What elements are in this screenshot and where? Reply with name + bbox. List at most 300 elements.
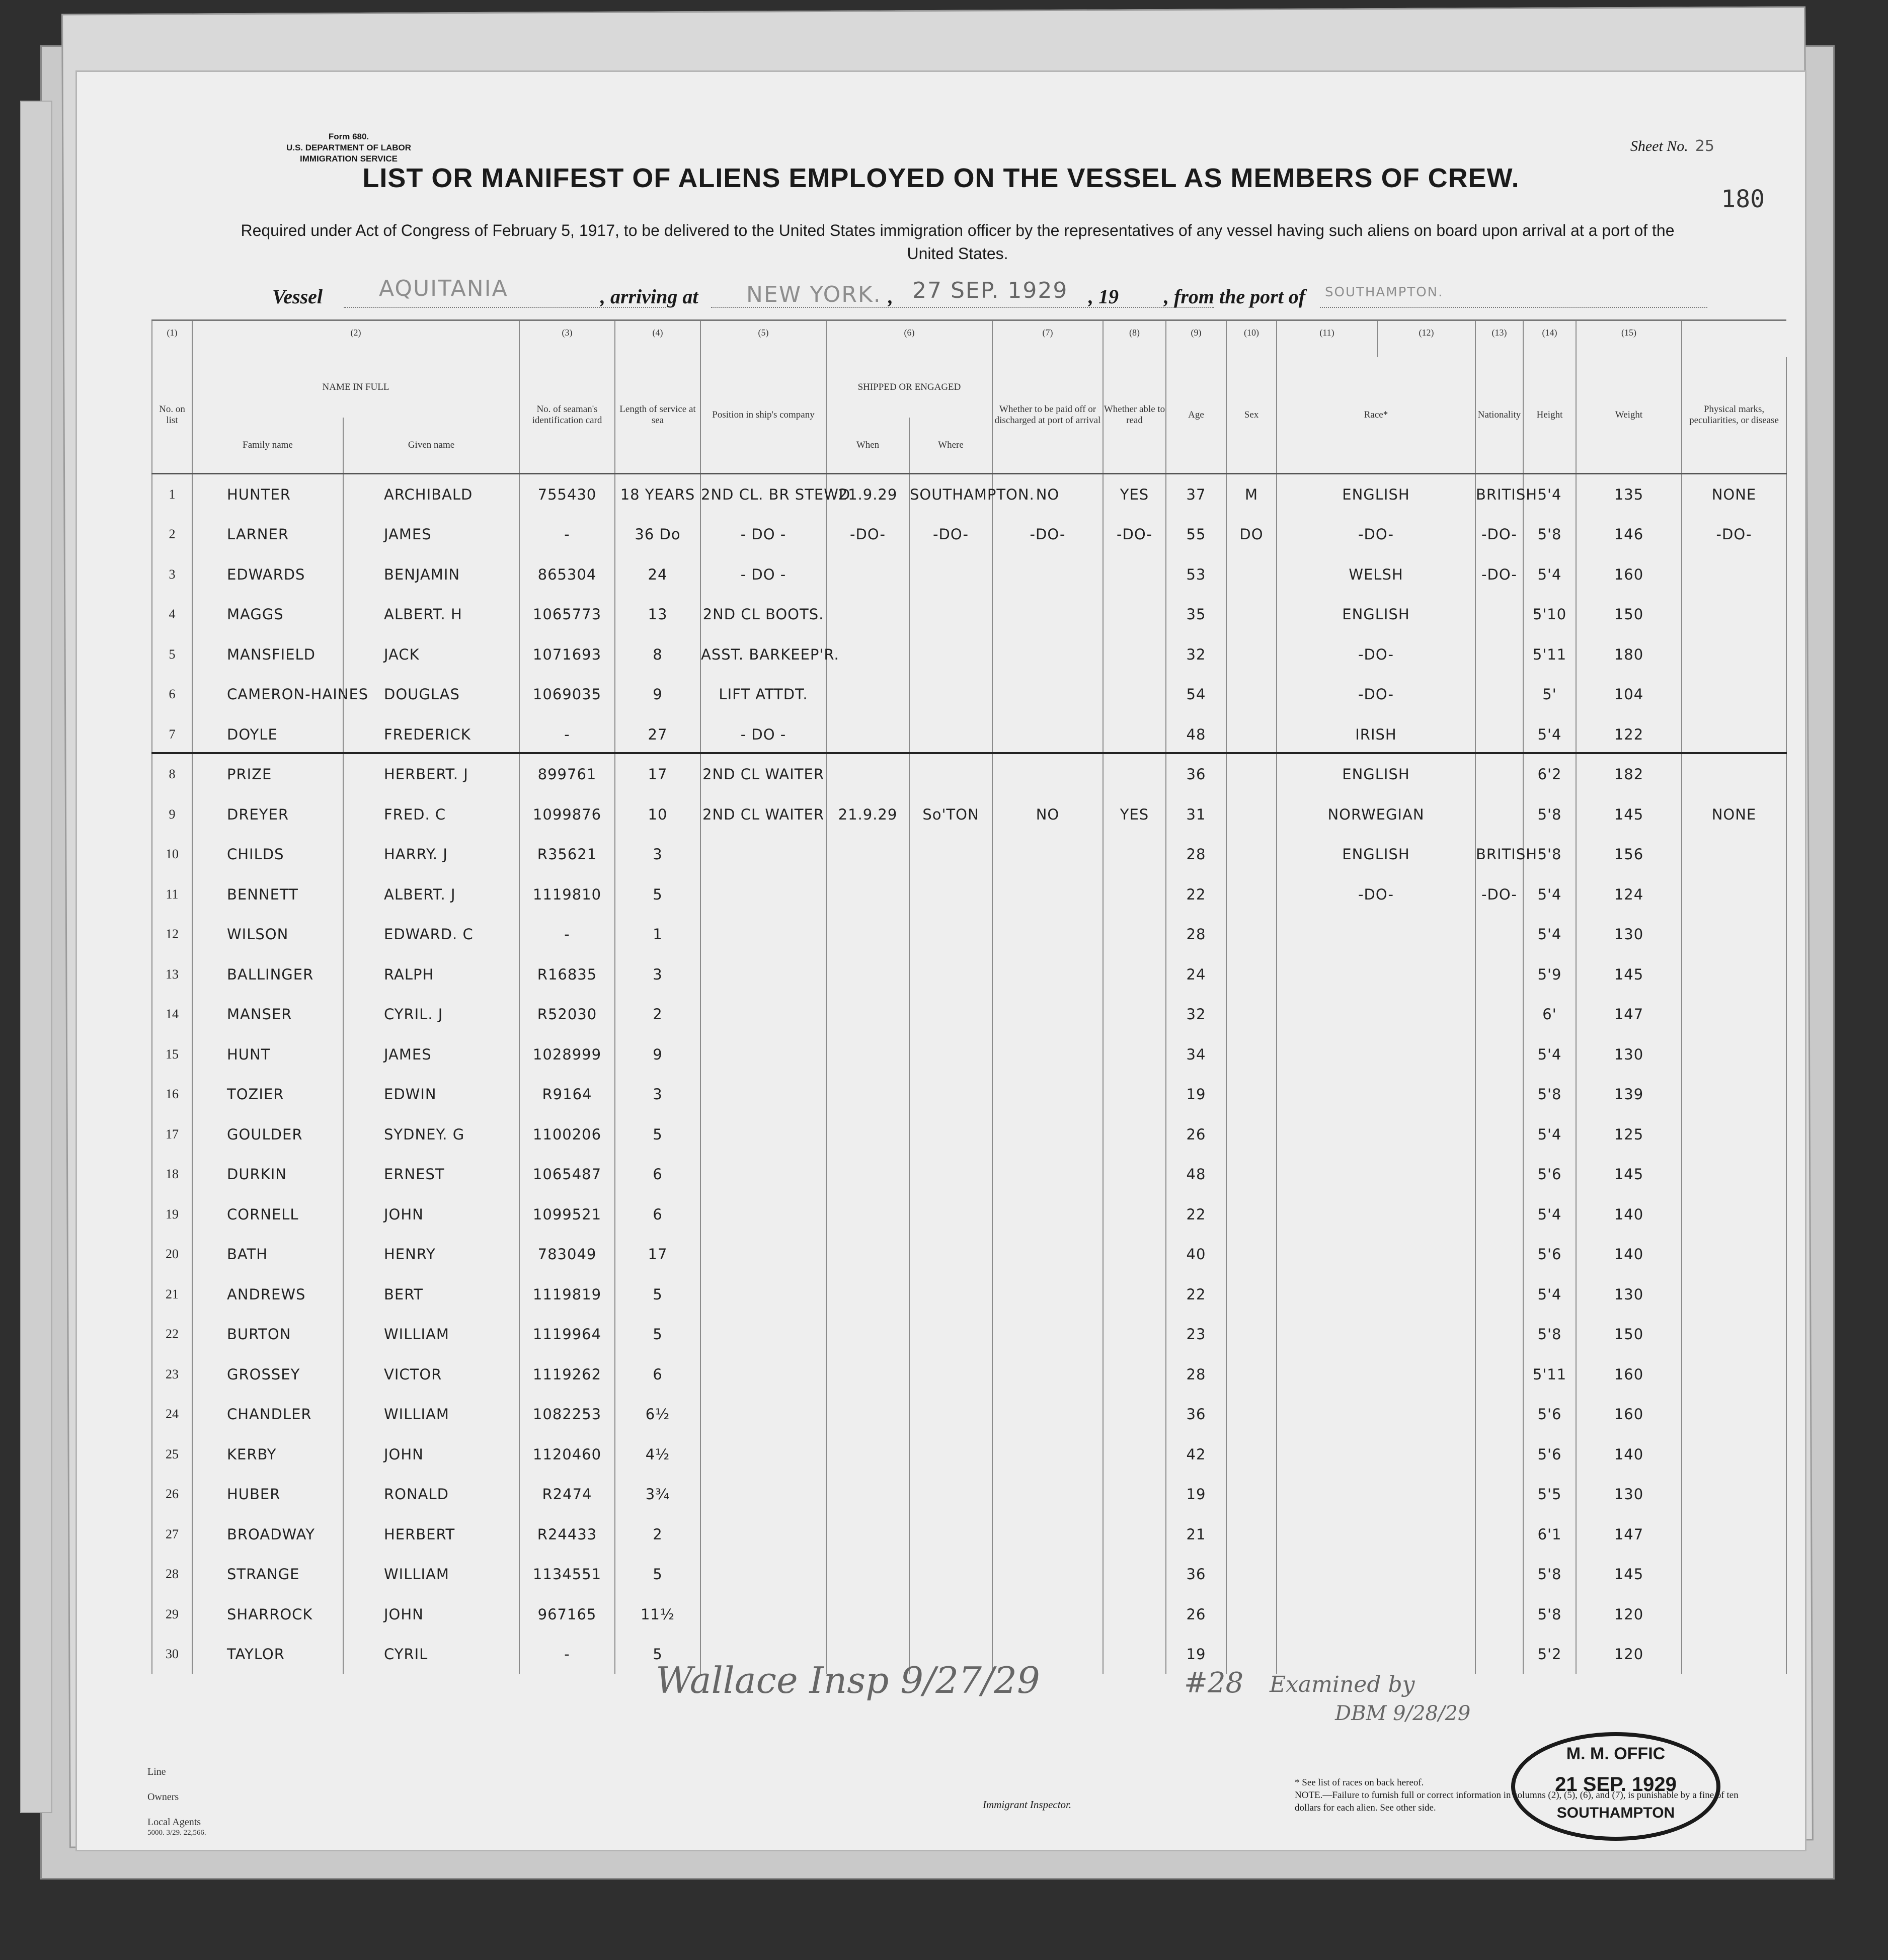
cell-height: 5'8 xyxy=(1523,794,1576,835)
cell-service-length: 10 xyxy=(615,794,700,835)
cell-paid-off xyxy=(992,1075,1103,1115)
cell-seaman-card-number: 1065773 xyxy=(519,595,615,635)
cell-position xyxy=(700,1434,826,1475)
cell-race: IRISH xyxy=(1277,714,1475,755)
cell-height: 5'4 xyxy=(1523,874,1576,915)
cell-sex xyxy=(1226,1555,1277,1595)
cell-service-length: 3 xyxy=(615,954,700,995)
cell-physical-marks xyxy=(1682,1594,1786,1635)
cell-height: 5'11 xyxy=(1523,634,1576,675)
cell-family-name: GOULDER xyxy=(192,1114,343,1155)
cell-height: 5'8 xyxy=(1523,1555,1576,1595)
cell-able-to-read xyxy=(1103,1434,1166,1475)
cell-weight: 147 xyxy=(1576,995,1682,1035)
agents-label: Local Agents xyxy=(147,1817,201,1828)
cell-paid-off: -DO- xyxy=(992,515,1103,555)
cell-paid-off xyxy=(992,755,1103,795)
race-note: * See list of races on back hereof. xyxy=(1295,1777,1424,1788)
cell-paid-off xyxy=(992,1395,1103,1435)
examined-note: Examined by xyxy=(1270,1672,1415,1697)
cell-nationality xyxy=(1475,1315,1523,1355)
cell-able-to-read xyxy=(1103,755,1166,795)
cell-position: 2ND CL WAITER xyxy=(700,755,826,795)
cell-family-name: CHANDLER xyxy=(192,1395,343,1435)
cell-able-to-read xyxy=(1103,1315,1166,1355)
vessel-line xyxy=(77,276,1808,316)
cell-nationality xyxy=(1475,1194,1523,1235)
table-row xyxy=(152,1594,1786,1635)
cell-race: -DO- xyxy=(1277,515,1475,555)
cell-paid-off xyxy=(992,634,1103,675)
cell-weight: 150 xyxy=(1576,1315,1682,1355)
cell-able-to-read xyxy=(1103,1274,1166,1315)
cell-age: 36 xyxy=(1166,1395,1226,1435)
cell-shipped-where xyxy=(909,954,992,995)
cell-age: 54 xyxy=(1166,675,1226,715)
cell-row-number: 5 xyxy=(152,634,192,675)
cell-race xyxy=(1277,1315,1475,1355)
cell-height: 5'6 xyxy=(1523,1155,1576,1195)
cell-row-number: 9 xyxy=(152,794,192,835)
col-num: (8) xyxy=(1103,320,1166,358)
cell-physical-marks xyxy=(1682,874,1786,915)
cell-row-number: 8 xyxy=(152,755,192,795)
table-row xyxy=(152,755,1786,795)
cell-sex xyxy=(1226,1514,1277,1555)
cell-age: 26 xyxy=(1166,1594,1226,1635)
cell-nationality xyxy=(1475,755,1523,795)
cell-seaman-card-number: - xyxy=(519,1635,615,1675)
cell-able-to-read xyxy=(1103,1034,1166,1075)
print-code: 5000. 3/29. 22,566. xyxy=(147,1829,206,1837)
cell-age: 40 xyxy=(1166,1235,1226,1275)
cell-age: 48 xyxy=(1166,1155,1226,1195)
cell-sex xyxy=(1226,1235,1277,1275)
cell-height: 5'6 xyxy=(1523,1395,1576,1435)
cell-race: WELSH xyxy=(1277,554,1475,595)
cell-service-length: 5 xyxy=(615,874,700,915)
binder-edge xyxy=(20,101,52,1813)
cell-shipped-when: 21.9.29 xyxy=(826,474,909,515)
cell-shipped-where xyxy=(909,1354,992,1395)
col-shipped-engaged: SHIPPED OR ENGAGED xyxy=(826,357,992,418)
cell-given-name: JAMES xyxy=(343,1034,519,1075)
cell-family-name: CHILDS xyxy=(192,835,343,875)
cell-position xyxy=(700,1354,826,1395)
cell-age: 24 xyxy=(1166,954,1226,995)
cell-seaman-card-number: 1119262 xyxy=(519,1354,615,1395)
cell-family-name: STRANGE xyxy=(192,1555,343,1595)
cell-weight: 130 xyxy=(1576,1034,1682,1075)
cell-shipped-when: -DO- xyxy=(826,515,909,555)
cell-sex xyxy=(1226,995,1277,1035)
cell-able-to-read xyxy=(1103,1235,1166,1275)
cell-position xyxy=(700,1235,826,1275)
cell-family-name: DREYER xyxy=(192,794,343,835)
cell-height: 5'4 xyxy=(1523,714,1576,755)
table-row xyxy=(152,1155,1786,1195)
cell-shipped-when xyxy=(826,915,909,955)
cell-family-name: HUNTER xyxy=(192,474,343,515)
cell-row-number: 2 xyxy=(152,515,192,555)
cell-physical-marks xyxy=(1682,1354,1786,1395)
cell-paid-off xyxy=(992,1194,1103,1235)
cell-position xyxy=(700,1075,826,1115)
cell-given-name: FREDERICK xyxy=(343,714,519,755)
cell-given-name: JOHN xyxy=(343,1194,519,1235)
cell-weight: 139 xyxy=(1576,1075,1682,1115)
cell-weight: 130 xyxy=(1576,1475,1682,1515)
cell-row-number: 1 xyxy=(152,474,192,515)
cell-height: 5'4 xyxy=(1523,915,1576,955)
cell-shipped-where xyxy=(909,1475,992,1515)
cell-service-length: 9 xyxy=(615,675,700,715)
comma: , xyxy=(888,285,893,308)
cell-seaman-card-number: 1069035 xyxy=(519,675,615,715)
cell-shipped-when xyxy=(826,1475,909,1515)
cell-height: 5'11 xyxy=(1523,1354,1576,1395)
cell-shipped-where xyxy=(909,1315,992,1355)
cell-nationality xyxy=(1475,995,1523,1035)
cell-able-to-read xyxy=(1103,714,1166,755)
year-label: , 19 xyxy=(1088,285,1119,308)
cell-service-length: 3 xyxy=(615,1075,700,1115)
col-given-name: Given name xyxy=(343,418,519,474)
cell-nationality xyxy=(1475,1434,1523,1475)
cell-age: 55 xyxy=(1166,515,1226,555)
cell-family-name: DOYLE xyxy=(192,714,343,755)
owners-label: Owners xyxy=(147,1791,179,1803)
cell-row-number: 25 xyxy=(152,1434,192,1475)
cell-nationality xyxy=(1475,675,1523,715)
cell-age: 28 xyxy=(1166,835,1226,875)
cell-physical-marks xyxy=(1682,835,1786,875)
cell-nationality xyxy=(1475,954,1523,995)
table-row xyxy=(152,874,1786,915)
page-title: LIST OR MANIFEST OF ALIENS EMPLOYED ON THE VESSEL AS MEMBERS OF CREW. xyxy=(362,163,1520,193)
cell-age: 42 xyxy=(1166,1434,1226,1475)
vessel-name: AQUITANIA xyxy=(379,276,508,301)
cell-given-name: SYDNEY. G xyxy=(343,1114,519,1155)
cell-service-length: 4½ xyxy=(615,1434,700,1475)
cell-row-number: 29 xyxy=(152,1594,192,1635)
cell-age: 22 xyxy=(1166,1194,1226,1235)
col-num: (11) xyxy=(1277,320,1377,358)
cell-height: 5'4 xyxy=(1523,554,1576,595)
cell-given-name: RONALD xyxy=(343,1475,519,1515)
cell-physical-marks xyxy=(1682,554,1786,595)
cell-shipped-where xyxy=(909,1194,992,1235)
cell-sex xyxy=(1226,595,1277,635)
cell-shipped-when xyxy=(826,1594,909,1635)
cell-sex xyxy=(1226,1075,1277,1115)
cell-age: 36 xyxy=(1166,1555,1226,1595)
cell-height: 6'1 xyxy=(1523,1514,1576,1555)
cell-family-name: BATH xyxy=(192,1235,343,1275)
cell-service-length: 17 xyxy=(615,755,700,795)
cell-sex xyxy=(1226,835,1277,875)
cell-given-name: ALBERT. H xyxy=(343,595,519,635)
inspector-label: Immigrant Inspector. xyxy=(983,1799,1072,1811)
cell-position: 2ND CL BOOTS. xyxy=(700,595,826,635)
cell-service-length: 6 xyxy=(615,1155,700,1195)
cell-physical-marks xyxy=(1682,1315,1786,1355)
cell-family-name: BALLINGER xyxy=(192,954,343,995)
col-able-read: Whether able to read xyxy=(1103,357,1166,474)
col-seaman-card: No. of seaman's identification card xyxy=(519,357,615,474)
cell-height: 5'10 xyxy=(1523,595,1576,635)
cell-age: 32 xyxy=(1166,995,1226,1035)
cell-position xyxy=(700,1034,826,1075)
cell-service-length: 11½ xyxy=(615,1594,700,1635)
cell-height: 5'4 xyxy=(1523,1194,1576,1235)
cell-service-length: 5 xyxy=(615,1114,700,1155)
cell-age: 23 xyxy=(1166,1315,1226,1355)
cell-position xyxy=(700,1555,826,1595)
cell-paid-off xyxy=(992,1235,1103,1275)
cell-shipped-when xyxy=(826,1514,909,1555)
cell-physical-marks xyxy=(1682,915,1786,955)
cell-physical-marks xyxy=(1682,1075,1786,1115)
cell-seaman-card-number: R24433 xyxy=(519,1514,615,1555)
cell-seaman-card-number: 899761 xyxy=(519,755,615,795)
cell-given-name: EDWARD. C xyxy=(343,915,519,955)
cell-seaman-card-number: - xyxy=(519,714,615,755)
cell-given-name: CYRIL xyxy=(343,1635,519,1675)
cell-age: 34 xyxy=(1166,1034,1226,1075)
cell-row-number: 13 xyxy=(152,954,192,995)
cell-weight: 145 xyxy=(1576,954,1682,995)
cell-weight: 180 xyxy=(1576,634,1682,675)
cell-able-to-read xyxy=(1103,1514,1166,1555)
cell-age: 21 xyxy=(1166,1514,1226,1555)
cell-paid-off: NO xyxy=(992,474,1103,515)
cell-row-number: 24 xyxy=(152,1395,192,1435)
cell-height: 5'8 xyxy=(1523,835,1576,875)
cell-shipped-where xyxy=(909,675,992,715)
cell-race: NORWEGIAN xyxy=(1277,794,1475,835)
cell-physical-marks: NONE xyxy=(1682,794,1786,835)
cell-service-length: 2 xyxy=(615,1514,700,1555)
cell-age: 53 xyxy=(1166,554,1226,595)
cell-row-number: 10 xyxy=(152,835,192,875)
cell-seaman-card-number: 1120460 xyxy=(519,1434,615,1475)
cell-weight: 122 xyxy=(1576,714,1682,755)
cell-seaman-card-number: 1119810 xyxy=(519,874,615,915)
col-num: (3) xyxy=(519,320,615,358)
cell-weight: 156 xyxy=(1576,835,1682,875)
col-length-service: Length of service at sea xyxy=(615,357,700,474)
cell-able-to-read xyxy=(1103,595,1166,635)
cell-age: 19 xyxy=(1166,1475,1226,1515)
cell-row-number: 6 xyxy=(152,675,192,715)
cell-shipped-where xyxy=(909,634,992,675)
cell-seaman-card-number: 967165 xyxy=(519,1594,615,1635)
cell-weight: 120 xyxy=(1576,1594,1682,1635)
cell-weight: 160 xyxy=(1576,1395,1682,1435)
cell-weight: 146 xyxy=(1576,515,1682,555)
cell-age: 48 xyxy=(1166,714,1226,755)
cell-row-number: 27 xyxy=(152,1514,192,1555)
cell-paid-off xyxy=(992,714,1103,755)
cell-service-length: 6 xyxy=(615,1194,700,1235)
cell-row-number: 16 xyxy=(152,1075,192,1115)
cell-sex xyxy=(1226,714,1277,755)
cell-weight: 124 xyxy=(1576,874,1682,915)
cell-race xyxy=(1277,1155,1475,1195)
cell-family-name: CAMERON-HAINES xyxy=(192,675,343,715)
cell-shipped-where xyxy=(909,1594,992,1635)
cell-weight: 160 xyxy=(1576,1354,1682,1395)
cell-position xyxy=(700,1475,826,1515)
cell-physical-marks xyxy=(1682,675,1786,715)
cell-sex xyxy=(1226,915,1277,955)
cell-shipped-where xyxy=(909,595,992,635)
table-row xyxy=(152,1194,1786,1235)
cell-sex xyxy=(1226,634,1277,675)
from-port: SOUTHAMPTON. xyxy=(1325,285,1444,300)
col-num: (15) xyxy=(1576,320,1682,358)
cell-physical-marks xyxy=(1682,1434,1786,1475)
cell-race: -DO- xyxy=(1277,675,1475,715)
cell-race: -DO- xyxy=(1277,874,1475,915)
cell-seaman-card-number: 1099521 xyxy=(519,1194,615,1235)
cell-race: ENGLISH xyxy=(1277,474,1475,515)
stamp-top: M. M. OFFIC xyxy=(1566,1744,1666,1763)
col-where: Where xyxy=(909,418,992,474)
cell-paid-off xyxy=(992,1555,1103,1595)
cell-given-name: WILLIAM xyxy=(343,1395,519,1435)
cell-shipped-where: SOUTHAMPTON. xyxy=(909,474,992,515)
table-row xyxy=(152,714,1786,755)
cell-family-name: HUBER xyxy=(192,1475,343,1515)
cell-service-length: 6½ xyxy=(615,1395,700,1435)
cell-service-length: 3 xyxy=(615,835,700,875)
col-num: (13) xyxy=(1475,320,1523,358)
cell-nationality xyxy=(1475,915,1523,955)
cell-physical-marks xyxy=(1682,1155,1786,1195)
cell-family-name: MANSFIELD xyxy=(192,634,343,675)
cell-paid-off xyxy=(992,1594,1103,1635)
cell-weight: 120 xyxy=(1576,1635,1682,1675)
table-row xyxy=(152,1315,1786,1355)
col-num: (14) xyxy=(1523,320,1576,358)
cell-service-length: 24 xyxy=(615,554,700,595)
cell-paid-off xyxy=(992,954,1103,995)
cell-seaman-card-number: 1071693 xyxy=(519,634,615,675)
cell-row-number: 23 xyxy=(152,1354,192,1395)
cell-able-to-read xyxy=(1103,1354,1166,1395)
cell-sex xyxy=(1226,1034,1277,1075)
cell-given-name: JACK xyxy=(343,634,519,675)
cell-physical-marks xyxy=(1682,954,1786,995)
col-age: Age xyxy=(1166,357,1226,474)
col-num: (7) xyxy=(992,320,1103,358)
cell-able-to-read xyxy=(1103,1155,1166,1195)
cell-nationality xyxy=(1475,714,1523,755)
cell-shipped-where xyxy=(909,1514,992,1555)
cell-position xyxy=(700,1315,826,1355)
department: U.S. DEPARTMENT OF LABOR xyxy=(286,143,412,152)
stamp-date: 21 SEP. 1929 xyxy=(1555,1773,1677,1795)
cell-age: 36 xyxy=(1166,755,1226,795)
cell-given-name: HARRY. J xyxy=(343,835,519,875)
cell-physical-marks: -DO- xyxy=(1682,515,1786,555)
cell-paid-off xyxy=(992,675,1103,715)
cell-physical-marks xyxy=(1682,595,1786,635)
cell-able-to-read xyxy=(1103,1555,1166,1595)
manifest-sheet xyxy=(75,70,1806,1851)
table-row xyxy=(152,1475,1786,1515)
cell-age: 35 xyxy=(1166,595,1226,635)
table-row xyxy=(152,515,1786,555)
cell-service-length: 8 xyxy=(615,634,700,675)
col-no-on-list: No. on list xyxy=(152,357,192,474)
cell-family-name: BURTON xyxy=(192,1315,343,1355)
table-row xyxy=(152,1235,1786,1275)
cell-race xyxy=(1277,1594,1475,1635)
cell-race xyxy=(1277,915,1475,955)
strike-through-row-8 xyxy=(151,752,1787,754)
cell-paid-off xyxy=(992,554,1103,595)
cell-nationality xyxy=(1475,1075,1523,1115)
cell-physical-marks xyxy=(1682,634,1786,675)
cell-weight: 140 xyxy=(1576,1194,1682,1235)
col-sex: Sex xyxy=(1226,357,1277,474)
cell-service-length: 36 Do xyxy=(615,515,700,555)
cell-age: 28 xyxy=(1166,1354,1226,1395)
cell-position: - DO - xyxy=(700,554,826,595)
cell-service-length: 18 YEARS xyxy=(615,474,700,515)
cell-weight: 145 xyxy=(1576,1555,1682,1595)
cell-given-name: WILLIAM xyxy=(343,1555,519,1595)
vessel-label: Vessel xyxy=(272,285,323,308)
cell-physical-marks xyxy=(1682,1475,1786,1515)
cell-position xyxy=(700,835,826,875)
cell-physical-marks xyxy=(1682,995,1786,1035)
cell-shipped-where: -DO- xyxy=(909,515,992,555)
cell-paid-off xyxy=(992,915,1103,955)
table-row xyxy=(152,915,1786,955)
cell-shipped-where xyxy=(909,915,992,955)
stamp-bottom: SOUTHAMPTON xyxy=(1556,1805,1675,1821)
cell-nationality xyxy=(1475,1155,1523,1195)
cell-seaman-card-number: 865304 xyxy=(519,554,615,595)
cell-service-length: 17 xyxy=(615,1235,700,1275)
cell-race xyxy=(1277,1434,1475,1475)
cell-nationality xyxy=(1475,1635,1523,1675)
cell-physical-marks xyxy=(1682,1395,1786,1435)
cell-seaman-card-number: R52030 xyxy=(519,995,615,1035)
cell-height: 6' xyxy=(1523,995,1576,1035)
table-row xyxy=(152,995,1786,1035)
service: IMMIGRATION SERVICE xyxy=(300,154,398,164)
cell-nationality: BRITISH xyxy=(1475,474,1523,515)
cell-able-to-read: -DO- xyxy=(1103,515,1166,555)
cell-shipped-where xyxy=(909,1034,992,1075)
cell-race xyxy=(1277,1034,1475,1075)
cell-seaman-card-number: 1134551 xyxy=(519,1555,615,1595)
cell-weight: 145 xyxy=(1576,794,1682,835)
cell-given-name: HERBERT xyxy=(343,1514,519,1555)
cell-paid-off xyxy=(992,874,1103,915)
cell-age: 19 xyxy=(1166,1635,1226,1675)
cell-given-name: JAMES xyxy=(343,515,519,555)
cell-given-name: RALPH xyxy=(343,954,519,995)
col-num: (4) xyxy=(615,320,700,358)
cell-service-length: 5 xyxy=(615,1315,700,1355)
cell-row-number: 7 xyxy=(152,714,192,755)
